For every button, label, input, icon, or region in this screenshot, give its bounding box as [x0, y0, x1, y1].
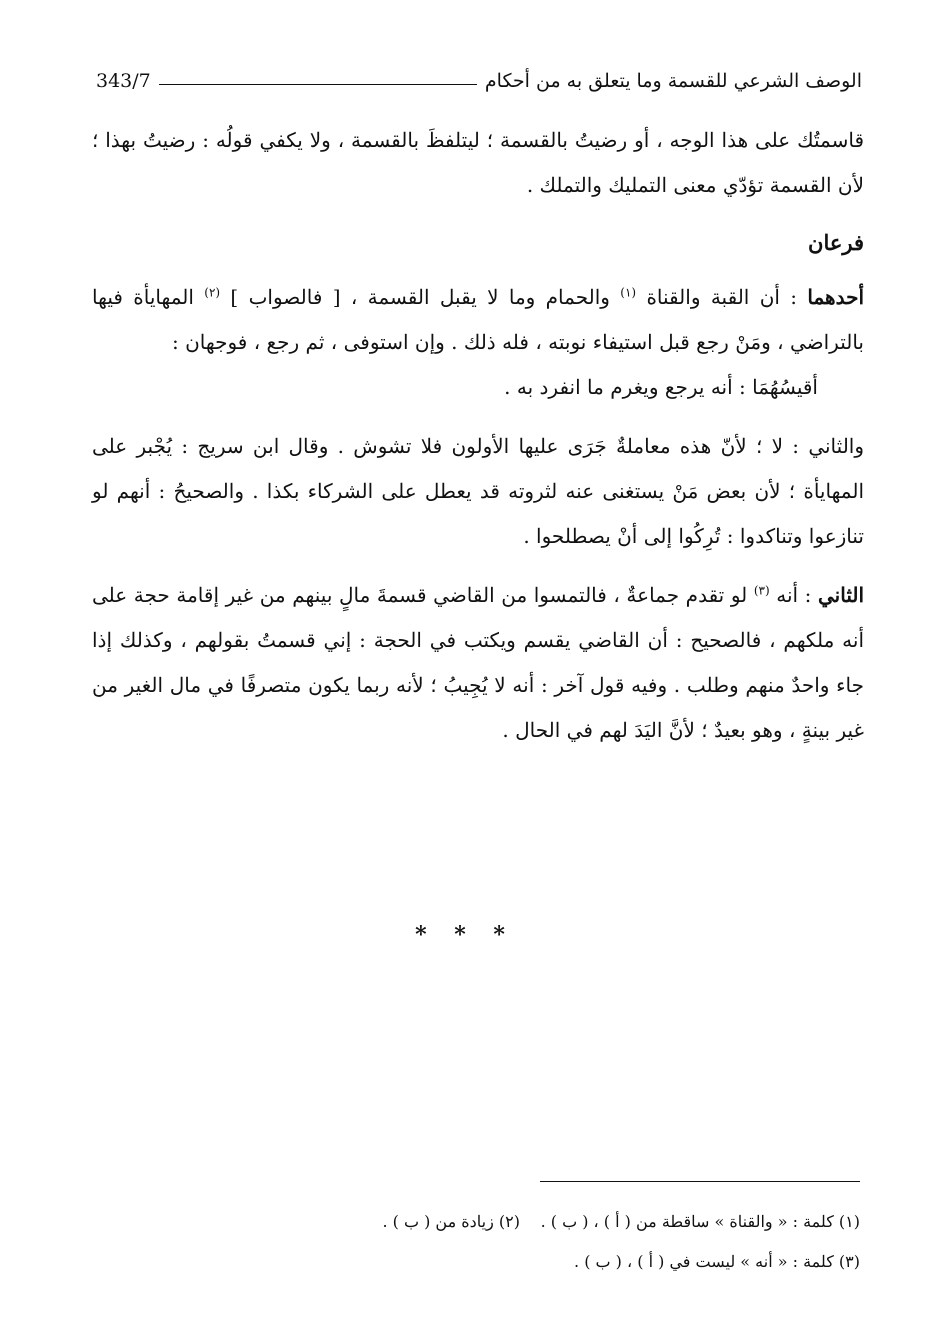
header-title: الوصف الشرعي للقسمة وما يتعلق به من أحكام	[484, 70, 862, 92]
footnote-rule	[540, 1181, 860, 1182]
footnote-1: (١) كلمة : « والقناة » ساقطة من ( أ ) ، ( ب ) .	[540, 1212, 860, 1231]
paragraph-3: أقيسُهُمَا : أنه يرجع ويغرم ما انفرد به .	[504, 375, 818, 399]
page-reference: 343/7	[96, 70, 151, 92]
paragraph-2-text-c: المهايأة فيها بالتراضي ، ومَنْ رجع قبل استيفاء نوبته ، فله ذلك . وإن استوفى ، ثم رجع ، فوجهان :	[92, 285, 864, 354]
running-header	[96, 58, 862, 92]
paragraph-2-lead: أحدهما	[807, 285, 864, 309]
section-heading: فرعان	[808, 230, 864, 255]
paragraph-4: والثاني : لا ؛ لأنّ هذه معاملةٌ جَرَى عليها الأولون فلا تشوش . وقال ابن سريج : يُجْبر على المهايأة ؛ لأن بعض مَنْ يستغنى عنه لثروته قد يعطل على الشركاء بكذا . والصحيحُ : أنهم لو تنازعوا وتناكدوا : تُرِكُوا إلى أنْ يصطلحوا .	[92, 434, 864, 548]
footnote-row-1	[100, 1202, 860, 1242]
section-separator: * * *	[415, 922, 515, 948]
footnote-2: (٢) زيادة من ( ب ) .	[382, 1212, 520, 1231]
footnote-marker-2: (٢)	[204, 285, 221, 300]
paragraph-2-text-a: : أن القبة والقناة	[636, 285, 808, 309]
paragraph-1: قاسمتُك على هذا الوجه ، أو رضيتُ بالقسمة ؛ ليتلفظَ بالقسمة ، ولا يكفي قولُه : رضيتُ بهذا ؛ لأن القسمة تؤدّي معنى التمليك والتملك .	[92, 128, 864, 197]
footnote-marker-3: (٣)	[753, 583, 770, 598]
footnotes	[100, 1202, 860, 1282]
paragraph-5	[92, 573, 864, 753]
paragraph-5-lead: الثاني	[818, 583, 865, 607]
footnote-3: (٣) كلمة : « أنه » ليست في ( أ ) ، ( ب ) .	[574, 1252, 860, 1271]
main-text	[92, 118, 864, 753]
paragraph-5-text-a: : أنه	[769, 583, 818, 607]
paragraph-2-text-b: والحمام وما لا يقبل القسمة ، [ فالصواب ]	[220, 285, 621, 309]
footnote-marker-1: (١)	[620, 285, 637, 300]
footnote-row-2	[100, 1242, 860, 1282]
header-rule	[159, 84, 477, 85]
paragraph-2	[92, 275, 864, 365]
paragraph-5-text-b: لو تقدم جماعةٌ ، فالتمسوا من القاضي قسمةَ مالٍ بينهم من غير إقامة حجة على أنه ملكهم ، فالصحيح : أن القاضي يقسم ويكتب في الحجة : إني قسمتُ بقولهم ، وكذلك إذا جاء واحدٌ منهم وطلب . وفيه قول آخر : أنه لا يُجِيبُ ؛ لأنه ربما يكون متصرفًا في مال الغير من غير بينةٍ ، وهو بعيدٌ ؛ لأنَّ اليَدَ لهم في الحال .	[92, 583, 864, 742]
